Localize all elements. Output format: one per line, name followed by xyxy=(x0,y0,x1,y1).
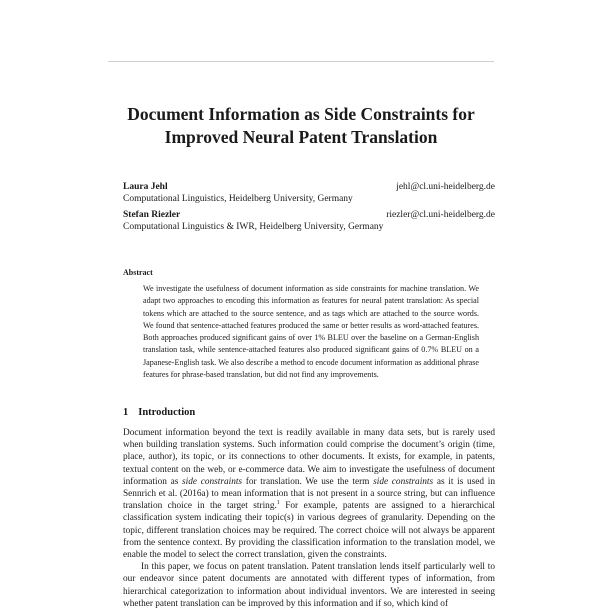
author-email: jehl@cl.uni-heidelberg.de xyxy=(396,182,495,192)
intro-paragraph-2: In this paper, we focus on patent translation. Patent translation lends itself particularly well to our endeavor since patent documents are annotated with different types of information, from hierarchical categorization to information about individual inventors. We are interested in seeing whether patent translation can be improved by this information and if so, which kind of xyxy=(123,562,495,609)
author-name: Laura Jehl xyxy=(123,182,168,192)
paper-title xyxy=(108,103,494,149)
intro-paragraph-1: Document information beyond the text is readily available in many data sets, but is rarely used when building translation systems. Such information could comprise the document’s origin (time, place, author), its topic, or its connections to other documents. It exists, for example, in patents, textual content on the web, or e-commerce data. We aim to investigate the usefulness of document information as side constraints for translation. We use the term side constraints as it is used in Sennrich et al. (2016a) to mean information that is not present in a source string, but can influence translation choice in the target string.$^1$ For example, patents are assigned to a hierarchical classification system indicating their topic(s) in various degrees of granularity. Depending on the topic, different translation choices may be required. The correct choice will not always be apparent from the sentence context. By providing the classification information to the translation model, we enable the model to select the correct translation, given the constraints. xyxy=(123,428,495,561)
author-affiliation: Computational Linguistics & IWR, Heidelberg University, Germany xyxy=(123,222,384,232)
top-rule xyxy=(108,61,494,62)
author-block-2 xyxy=(123,209,495,233)
section-heading xyxy=(123,407,195,418)
author-email: riezler@cl.uni-heidelberg.de xyxy=(386,210,495,220)
section-number: 1 xyxy=(123,407,129,418)
section-title: Introduction xyxy=(138,407,196,418)
author-name: Stefan Riezler xyxy=(123,210,181,220)
abstract-heading: Abstract xyxy=(123,268,153,277)
author-block-1 xyxy=(123,181,495,205)
title-line-1: Document Information as Side Constraints for xyxy=(127,104,475,124)
title-line-2: Improved Neural Patent Translation xyxy=(164,127,438,147)
introduction-body xyxy=(123,427,495,610)
author-affiliation: Computational Linguistics, Heidelberg University, Germany xyxy=(123,194,353,204)
abstract-text: We investigate the usefulness of document information as side constraints for machine translation. We adapt two approaches to encoding this information as features for neural patent translation: As special tokens which are attached to the source sentence, and as tags which are attached to the source words. We found that sentence-attached features produced the same or better results as word-attached features. Both approaches produced significant gains of over 1% BLEU over the baseline on a German-English translation task, while sentence-attached features also produced significant gains of 0.7% BLEU on a Japanese-English task. We also describe a method to encode document information as additional phrase features for phrase-based translation, but did not find any improvements. xyxy=(143,284,479,380)
footnote-marker: 1 xyxy=(276,500,280,507)
